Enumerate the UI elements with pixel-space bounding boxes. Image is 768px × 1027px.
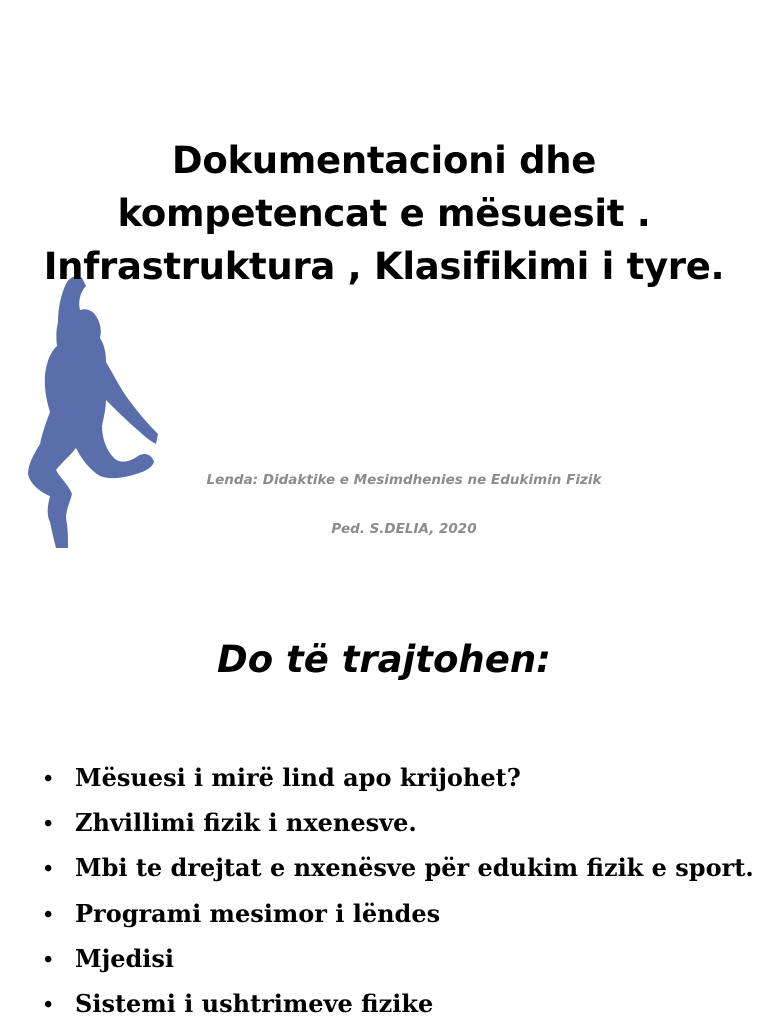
list-item-text: Sistemi i ushtrimeve fizike — [75, 989, 434, 1019]
bullet-icon: • — [44, 766, 53, 792]
bullet-icon: • — [44, 992, 53, 1019]
topics-heading: Do të trajtohen: — [217, 638, 551, 681]
list-item — [44, 937, 754, 982]
course-subtitle: Lenda: Didaktike e Mesimdhenies ne Edukimin Fizik — [206, 472, 602, 488]
title-line: Dokumentacioni dhe — [171, 139, 597, 182]
title-line: Infrastruktura , Klasifikimi i tyre. — [43, 245, 725, 288]
bullet-icon: • — [44, 811, 53, 838]
list-item — [44, 846, 754, 891]
list-item-text: Mësuesi i mirë lind apo krijohet? — [75, 763, 521, 792]
list-item-text: Mjedisi — [75, 943, 175, 973]
list-item — [44, 756, 754, 801]
list-item — [44, 982, 754, 1027]
list-item — [44, 892, 754, 937]
list-item-text: Zhvillimi fizik i nxenesve. — [75, 808, 417, 838]
author-subtitle: Ped. S.DELIA, 2020 — [331, 521, 477, 537]
topics-slide — [0, 576, 768, 1024]
jumping-person-icon — [20, 272, 160, 552]
bullet-icon: • — [44, 946, 53, 973]
bullet-icon: • — [44, 856, 53, 883]
bullet-icon: • — [44, 901, 53, 928]
list-item-text: Programi mesimor i lëndes — [75, 898, 441, 928]
list-item-text: Mbi te drejtat e nxenësve për edukim fizik e sport. — [75, 853, 754, 883]
list-item — [44, 801, 754, 846]
topics-list — [44, 756, 754, 1027]
title-line: kompetencat e mësuesit . — [117, 192, 651, 235]
slide-title — [40, 134, 728, 293]
